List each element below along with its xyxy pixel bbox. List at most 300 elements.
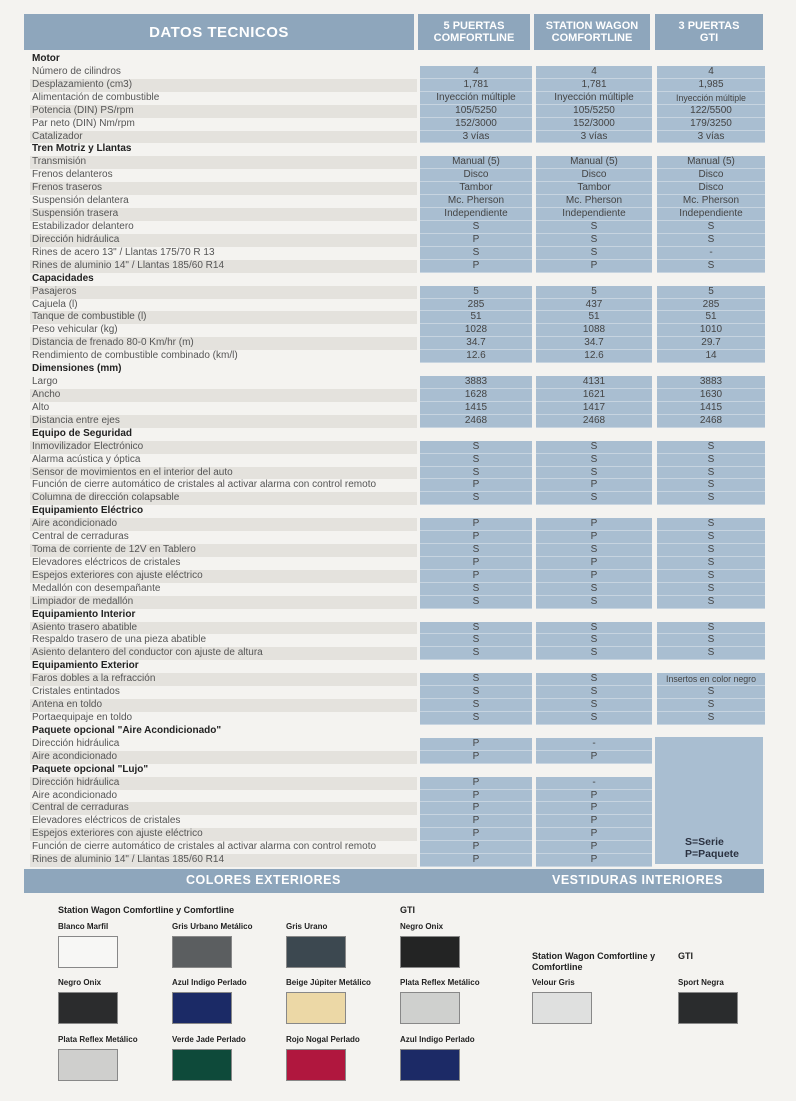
value-cell: Mc. Pherson bbox=[657, 195, 765, 208]
table-row bbox=[30, 415, 765, 428]
value-cell: S bbox=[536, 454, 652, 467]
legend-serie: S=Serie bbox=[685, 836, 724, 848]
table-row bbox=[30, 583, 765, 596]
value-cell: 1,985 bbox=[657, 79, 765, 92]
color-swatch bbox=[532, 992, 592, 1024]
table-row bbox=[30, 712, 765, 725]
row-label: Aire acondicionado bbox=[32, 789, 118, 801]
column-header-line2: GTI bbox=[699, 32, 719, 44]
row-label: Limpiador de medallón bbox=[30, 596, 417, 609]
value-cell: 1,781 bbox=[420, 79, 532, 92]
table-row bbox=[30, 492, 765, 505]
section-heading bbox=[30, 725, 765, 738]
section-heading-label: Equipamiento Eléctrico bbox=[32, 505, 144, 517]
value-cell: S bbox=[536, 467, 652, 480]
swatch-label: Sport Negra bbox=[678, 978, 724, 987]
value-cell: 1,781 bbox=[536, 79, 652, 92]
color-swatch bbox=[286, 1049, 346, 1081]
value-cell: Inyección múltiple bbox=[657, 92, 765, 105]
value-cell: 1415 bbox=[657, 402, 765, 415]
value-cell: Independiente bbox=[657, 208, 765, 221]
value-cell: 2468 bbox=[420, 415, 532, 428]
table-row bbox=[30, 195, 765, 208]
group-title-swc-interior: Station Wagon Comfortline y Comfortline bbox=[532, 951, 656, 972]
color-swatch bbox=[172, 936, 232, 968]
value-cell: S bbox=[536, 712, 652, 725]
value-cell: Disco bbox=[420, 169, 532, 182]
value-cell: 1028 bbox=[420, 324, 532, 337]
value-cell: S bbox=[420, 492, 532, 505]
value-cell: 51 bbox=[420, 311, 532, 324]
row-label: Tanque de combustible (l) bbox=[30, 311, 417, 324]
table-row bbox=[30, 299, 765, 312]
color-swatch bbox=[58, 1049, 118, 1081]
table-row bbox=[30, 686, 765, 699]
value-cell: P bbox=[536, 828, 652, 841]
section-heading bbox=[30, 273, 765, 286]
value-cell: P bbox=[536, 479, 652, 492]
row-label: Aire acondicionado bbox=[30, 751, 417, 764]
value-cell: - bbox=[536, 777, 652, 790]
color-swatch bbox=[58, 992, 118, 1024]
column-header-line1: 3 PUERTAS bbox=[678, 20, 740, 32]
row-label: Suspensión trasera bbox=[30, 208, 417, 221]
value-cell: S bbox=[657, 583, 765, 596]
value-cell: 51 bbox=[657, 311, 765, 324]
value-cell: 1088 bbox=[536, 324, 652, 337]
table-row bbox=[30, 557, 765, 570]
section-heading bbox=[30, 660, 765, 673]
value-cell: S bbox=[657, 479, 765, 492]
row-label: Pasajeros bbox=[30, 286, 417, 299]
value-cell: P bbox=[420, 738, 532, 751]
group-title-gti: GTI bbox=[400, 905, 415, 915]
column-header-line1: STATION WAGON bbox=[545, 20, 639, 32]
value-cell: 34.7 bbox=[420, 337, 532, 350]
row-label: Función de cierre automático de cristales al activar alarma con control remoto bbox=[32, 479, 377, 491]
value-cell: P bbox=[420, 531, 532, 544]
value-cell: S bbox=[420, 686, 532, 699]
swatch-label: Negro Onix bbox=[58, 978, 102, 987]
value-cell: 5 bbox=[536, 286, 652, 299]
value-cell: 152/3000 bbox=[420, 118, 532, 131]
vestiduras-interiores-title: VESTIDURAS INTERIORES bbox=[552, 873, 723, 887]
section-heading-label: Capacidades bbox=[32, 272, 94, 284]
value-cell: 51 bbox=[536, 311, 652, 324]
row-label: Número de cilindros bbox=[32, 65, 121, 77]
section-heading-label: Paquete opcional "Lujo" bbox=[32, 763, 149, 775]
section-heading bbox=[30, 53, 765, 66]
value-cell: S bbox=[536, 234, 652, 247]
value-cell: 4131 bbox=[536, 376, 652, 389]
table-row bbox=[30, 156, 765, 169]
table-row bbox=[30, 389, 765, 402]
value-cell: 105/5250 bbox=[420, 105, 532, 118]
value-cell: Mc. Pherson bbox=[420, 195, 532, 208]
column-header-line2: COMFORTLINE bbox=[433, 32, 515, 44]
value-cell: S bbox=[420, 596, 532, 609]
section-title: DATOS TECNICOS bbox=[24, 14, 414, 50]
table-row bbox=[30, 66, 765, 79]
value-cell: P bbox=[536, 841, 652, 854]
table-row bbox=[30, 699, 765, 712]
value-cell: S bbox=[420, 699, 532, 712]
value-cell: P bbox=[536, 518, 652, 531]
value-cell: - bbox=[536, 738, 652, 751]
section-heading bbox=[30, 428, 765, 441]
value-cell: S bbox=[420, 673, 532, 686]
table-row bbox=[30, 518, 765, 531]
value-cell: P bbox=[420, 518, 532, 531]
value-cell: 3 vías bbox=[536, 131, 652, 144]
colors-header-bar bbox=[24, 869, 764, 893]
row-label: Rendimiento de combustible combinado (km/l) bbox=[32, 350, 238, 362]
row-label: Peso vehicular (kg) bbox=[32, 324, 118, 336]
row-label: Columna de dirección colapsable bbox=[30, 492, 417, 505]
value-cell: S bbox=[657, 454, 765, 467]
row-label: Distancia de frenado 80-0 Km/hr (m) bbox=[30, 337, 417, 350]
value-cell: S bbox=[420, 467, 532, 480]
value-cell: S bbox=[657, 441, 765, 454]
value-cell: S bbox=[657, 596, 765, 609]
table-row bbox=[30, 441, 765, 454]
table-row bbox=[30, 337, 765, 350]
table-row bbox=[30, 479, 765, 492]
table-row bbox=[30, 544, 765, 557]
row-label: Transmisión bbox=[30, 156, 417, 169]
column-header-5-puertas bbox=[418, 14, 530, 50]
row-label: Aire acondicionado bbox=[30, 518, 417, 531]
value-cell: 3 vías bbox=[657, 131, 765, 144]
value-cell: Disco bbox=[657, 182, 765, 195]
section-heading bbox=[30, 143, 765, 156]
value-cell: S bbox=[657, 260, 765, 273]
value-cell: S bbox=[536, 699, 652, 712]
section-heading bbox=[30, 363, 765, 376]
table-row bbox=[30, 169, 765, 182]
value-cell: S bbox=[536, 492, 652, 505]
row-label: Portaequipaje en toldo bbox=[32, 712, 133, 724]
value-cell: S bbox=[657, 221, 765, 234]
table-row bbox=[30, 92, 765, 105]
value-cell: Manual (5) bbox=[536, 156, 652, 169]
column-header-station-wagon bbox=[534, 14, 650, 50]
value-cell: S bbox=[657, 518, 765, 531]
value-cell: S bbox=[657, 634, 765, 647]
row-label: Dirección hidráulica bbox=[30, 777, 417, 790]
value-cell: S bbox=[536, 247, 652, 260]
row-label: Rines de aluminio 14" / Llantas 185/60 R14 bbox=[30, 854, 417, 867]
swatch-label: Azul Indigo Perlado bbox=[172, 978, 247, 987]
value-cell: S bbox=[657, 699, 765, 712]
table-row bbox=[30, 131, 765, 144]
value-cell: S bbox=[420, 583, 532, 596]
value-cell: 152/3000 bbox=[536, 118, 652, 131]
row-label: Espejos exteriores con ajuste eléctrico bbox=[30, 570, 417, 583]
value-cell: 1621 bbox=[536, 389, 652, 402]
table-row bbox=[30, 531, 765, 544]
row-label: Medallón con desempañante bbox=[32, 582, 161, 594]
value-cell: 3883 bbox=[657, 376, 765, 389]
section-heading-label: Equipamiento Interior bbox=[32, 608, 136, 620]
value-cell: S bbox=[536, 686, 652, 699]
color-swatch bbox=[400, 1049, 460, 1081]
value-cell: 14 bbox=[657, 350, 765, 363]
swatch-label: Plata Reflex Metálico bbox=[58, 1035, 138, 1044]
value-cell: 285 bbox=[657, 299, 765, 312]
table-row bbox=[30, 247, 765, 260]
table-row bbox=[30, 596, 765, 609]
value-cell: P bbox=[536, 790, 652, 803]
table-row bbox=[30, 647, 765, 660]
column-header-3-puertas-gti bbox=[655, 14, 763, 50]
row-label: Central de cerraduras bbox=[32, 531, 129, 543]
value-cell: 1415 bbox=[420, 402, 532, 415]
value-cell: S bbox=[657, 492, 765, 505]
value-cell: Independiente bbox=[420, 208, 532, 221]
row-label: Sensor de movimientos en el interior del auto bbox=[30, 467, 417, 480]
value-cell: S bbox=[657, 467, 765, 480]
value-cell: 12.6 bbox=[420, 350, 532, 363]
value-cell: Mc. Pherson bbox=[536, 195, 652, 208]
color-swatch bbox=[172, 1049, 232, 1081]
value-cell: S bbox=[420, 647, 532, 660]
color-swatch bbox=[286, 992, 346, 1024]
value-cell: Disco bbox=[536, 169, 652, 182]
table-row bbox=[30, 260, 765, 273]
table-row bbox=[30, 208, 765, 221]
value-cell: S bbox=[420, 441, 532, 454]
swatch-label: Blanco Marfil bbox=[58, 922, 109, 931]
table-row bbox=[30, 118, 765, 131]
row-label: Ancho bbox=[30, 389, 417, 402]
swatch-label: Beige Júpiter Metálico bbox=[286, 978, 371, 987]
value-cell: P bbox=[420, 802, 532, 815]
section-heading bbox=[30, 609, 765, 622]
section-heading-label: Dimensiones (mm) bbox=[32, 363, 122, 375]
row-label: Alto bbox=[32, 401, 50, 413]
value-cell: S bbox=[420, 247, 532, 260]
value-cell: 3 vías bbox=[420, 131, 532, 144]
column-header-line1: 5 PUERTAS bbox=[443, 20, 505, 32]
value-cell: S bbox=[420, 221, 532, 234]
value-cell: Manual (5) bbox=[420, 156, 532, 169]
value-cell: 1417 bbox=[536, 402, 652, 415]
swatch-label: Velour Gris bbox=[532, 978, 575, 987]
value-cell: S bbox=[657, 647, 765, 660]
value-cell: S bbox=[420, 712, 532, 725]
table-row bbox=[30, 673, 765, 686]
table-row bbox=[30, 324, 765, 337]
table-row bbox=[30, 454, 765, 467]
row-label: Elevadores eléctricos de cristales bbox=[32, 815, 181, 827]
value-cell: P bbox=[420, 841, 532, 854]
row-label: Potencia (DIN) PS/rpm bbox=[30, 105, 417, 118]
row-label: Rines de acero 13" / Llantas 175/70 R 13 bbox=[32, 246, 215, 258]
row-label: Toma de corriente de 12V en Tablero bbox=[30, 544, 417, 557]
row-label: Catalizador bbox=[30, 131, 417, 144]
value-cell: 5 bbox=[657, 286, 765, 299]
table-row bbox=[30, 570, 765, 583]
value-cell: P bbox=[420, 570, 532, 583]
value-cell: 1630 bbox=[657, 389, 765, 402]
value-cell: 122/5500 bbox=[657, 105, 765, 118]
value-cell: P bbox=[536, 570, 652, 583]
section-heading-label: Equipamiento Exterior bbox=[32, 660, 139, 672]
value-cell: 5 bbox=[420, 286, 532, 299]
value-cell: Independiente bbox=[536, 208, 652, 221]
table-row bbox=[30, 311, 765, 324]
row-label: Central de cerraduras bbox=[30, 802, 417, 815]
value-cell: 2468 bbox=[536, 415, 652, 428]
row-label: Largo bbox=[32, 376, 58, 388]
value-cell: P bbox=[536, 815, 652, 828]
value-cell: Disco bbox=[657, 169, 765, 182]
value-cell: S bbox=[536, 647, 652, 660]
value-cell: Insertos en color negro bbox=[657, 673, 765, 686]
table-row bbox=[30, 634, 765, 647]
row-label: Inmovilizador Electrónico bbox=[30, 441, 417, 454]
value-cell: 34.7 bbox=[536, 337, 652, 350]
legend-box bbox=[655, 737, 763, 864]
row-label: Cristales entintados bbox=[32, 686, 120, 698]
value-cell: S bbox=[420, 634, 532, 647]
color-swatch bbox=[172, 992, 232, 1024]
color-swatch bbox=[58, 936, 118, 968]
color-swatch bbox=[286, 936, 346, 968]
value-cell: P bbox=[420, 234, 532, 247]
value-cell: 1010 bbox=[657, 324, 765, 337]
row-label: Alimentación de combustible bbox=[32, 91, 160, 103]
row-label: Frenos delanteros bbox=[32, 169, 113, 181]
table-row bbox=[30, 105, 765, 118]
row-label: Asiento trasero abatible bbox=[30, 622, 417, 635]
value-cell: Tambor bbox=[536, 182, 652, 195]
value-cell: 2468 bbox=[657, 415, 765, 428]
value-cell: P bbox=[420, 777, 532, 790]
table-row bbox=[30, 622, 765, 635]
value-cell: S bbox=[536, 583, 652, 596]
value-cell: Inyección múltiple bbox=[536, 92, 652, 105]
value-cell: S bbox=[657, 686, 765, 699]
swatch-label: Verde Jade Perlado bbox=[172, 1035, 246, 1044]
row-label: Rines de aluminio 14" / Llantas 185/60 R14 bbox=[30, 260, 417, 273]
group-title-swc: Station Wagon Comfortline y Comfortline bbox=[58, 905, 235, 915]
value-cell: S bbox=[536, 622, 652, 635]
row-label: Elevadores eléctricos de cristales bbox=[32, 556, 181, 568]
group-title-gti-interior: GTI bbox=[678, 951, 693, 961]
section-heading bbox=[30, 505, 765, 518]
value-cell: 285 bbox=[420, 299, 532, 312]
value-cell: P bbox=[420, 260, 532, 273]
row-label: Espejos exteriores con ajuste eléctrico bbox=[30, 828, 417, 841]
value-cell: S bbox=[657, 570, 765, 583]
value-cell: Manual (5) bbox=[657, 156, 765, 169]
table-row bbox=[30, 350, 765, 363]
value-cell: 1628 bbox=[420, 389, 532, 402]
value-cell: S bbox=[536, 634, 652, 647]
value-cell: P bbox=[420, 479, 532, 492]
value-cell: P bbox=[536, 557, 652, 570]
colores-exteriores-title: COLORES EXTERIORES bbox=[186, 873, 341, 887]
table-row bbox=[30, 376, 765, 389]
value-cell: S bbox=[420, 544, 532, 557]
color-swatch bbox=[400, 936, 460, 968]
table-row bbox=[30, 79, 765, 92]
row-label: Faros dobles a la refracción bbox=[30, 673, 417, 686]
swatch-label: Rojo Nogal Perlado bbox=[286, 1035, 360, 1044]
value-cell: - bbox=[657, 247, 765, 260]
row-label: Par neto (DIN) Nm/rpm bbox=[32, 117, 135, 129]
value-cell: S bbox=[657, 712, 765, 725]
value-cell: 437 bbox=[536, 299, 652, 312]
row-label: Asiento delantero del conductor con ajuste de altura bbox=[30, 647, 417, 660]
value-cell: P bbox=[536, 260, 652, 273]
table-row bbox=[30, 221, 765, 234]
value-cell: P bbox=[536, 802, 652, 815]
value-cell: Inyección múltiple bbox=[420, 92, 532, 105]
value-cell: P bbox=[420, 790, 532, 803]
value-cell: 29.7 bbox=[657, 337, 765, 350]
row-label: Cajuela (l) bbox=[32, 298, 78, 310]
swatch-label: Negro Onix bbox=[400, 922, 444, 931]
value-cell: S bbox=[657, 622, 765, 635]
row-label: Distancia entre ejes bbox=[30, 415, 417, 428]
table-row bbox=[30, 402, 765, 415]
value-cell: S bbox=[536, 596, 652, 609]
row-label: Alarma acústica y óptica bbox=[32, 453, 141, 465]
value-cell: P bbox=[420, 815, 532, 828]
value-cell: S bbox=[536, 544, 652, 557]
value-cell: S bbox=[657, 544, 765, 557]
value-cell: S bbox=[536, 221, 652, 234]
value-cell: S bbox=[420, 622, 532, 635]
value-cell: P bbox=[536, 854, 652, 867]
value-cell: P bbox=[420, 854, 532, 867]
value-cell: 12.6 bbox=[536, 350, 652, 363]
table-row bbox=[30, 286, 765, 299]
value-cell: S bbox=[657, 531, 765, 544]
value-cell: P bbox=[536, 531, 652, 544]
row-label: Suspensión delantera bbox=[32, 195, 129, 207]
row-label: Frenos traseros bbox=[30, 182, 417, 195]
value-cell: Tambor bbox=[420, 182, 532, 195]
value-cell: 105/5250 bbox=[536, 105, 652, 118]
color-swatch bbox=[400, 992, 460, 1024]
color-swatch bbox=[678, 992, 738, 1024]
swatch-label: Azul Indigo Perlado bbox=[400, 1035, 475, 1044]
section-heading-label: Equipo de Seguridad bbox=[32, 427, 133, 439]
value-cell: 3883 bbox=[420, 376, 532, 389]
section-heading-label: Tren Motriz y Llantas bbox=[32, 143, 132, 155]
table-row bbox=[30, 182, 765, 195]
value-cell: 4 bbox=[657, 66, 765, 79]
row-label: Desplazamiento (cm3) bbox=[30, 79, 417, 92]
row-label: Respaldo trasero de una pieza abatible bbox=[32, 634, 207, 646]
section-heading-label: Paquete opcional "Aire Acondicionado" bbox=[32, 724, 222, 736]
table-row bbox=[30, 234, 765, 247]
value-cell: 4 bbox=[420, 66, 532, 79]
value-cell: S bbox=[657, 234, 765, 247]
value-cell: S bbox=[657, 557, 765, 570]
value-cell: P bbox=[420, 751, 532, 764]
value-cell: S bbox=[420, 454, 532, 467]
legend-paquete: P=Paquete bbox=[685, 848, 739, 860]
row-label: Dirección hidráulica bbox=[32, 737, 120, 749]
swatch-label: Gris Urbano Metálico bbox=[172, 922, 253, 931]
swatch-label: Plata Reflex Metálico bbox=[400, 978, 480, 987]
value-cell: P bbox=[536, 751, 652, 764]
